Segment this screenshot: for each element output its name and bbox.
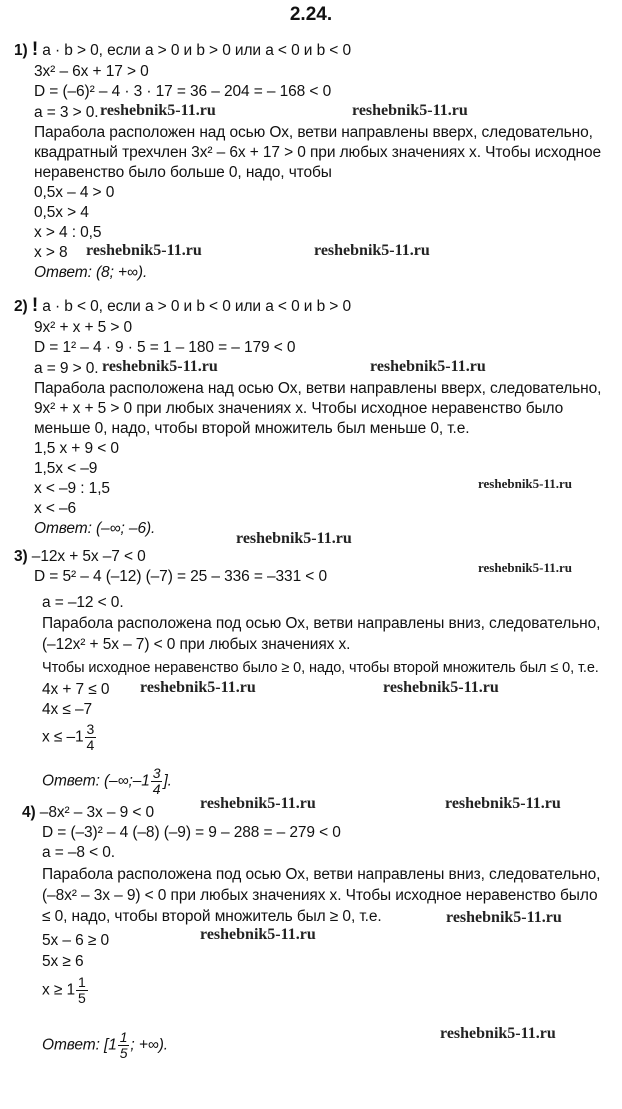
- watermark-14: reshebnik5-11.ru: [446, 909, 562, 926]
- s3-answer-suffix: ].: [163, 772, 172, 790]
- watermark-5: reshebnik5-11.ru: [102, 358, 218, 375]
- s1-line-4: Парабола расположен над осью Ox, ветви направлены вверх, следовательно,: [34, 124, 593, 141]
- s3-header: [14, 547, 146, 566]
- s1-line-9: x > 4 : 0,5: [34, 224, 102, 241]
- s2-cond-mark: !: [31, 295, 39, 316]
- s2-line-8: 1,5x < –9: [34, 460, 98, 477]
- s1-line-10: x > 8: [34, 244, 68, 261]
- s4-line-8: [42, 975, 89, 1006]
- watermark-10: reshebnik5-11.ru: [140, 679, 256, 696]
- s4-answer-numerator: 1: [119, 1029, 128, 1045]
- s4-line-6: 5x – 6 ≥ 0: [42, 932, 109, 949]
- s4-line-5: ≤ 0, надо, чтобы второй множитель был ≥ 0, т.е.: [42, 908, 382, 925]
- watermark-7: reshebnik5-11.ru: [478, 476, 573, 491]
- s2-line-1: 9x² + x + 5 > 0: [34, 319, 133, 336]
- watermark-2: reshebnik5-11.ru: [352, 102, 468, 119]
- s3-line-8-denominator: 4: [86, 737, 95, 753]
- watermark-11: reshebnik5-11.ru: [383, 679, 499, 696]
- watermark-13: reshebnik5-11.ru: [445, 795, 561, 812]
- s3-answer-prefix: Ответ: (–∞;–1: [42, 772, 150, 790]
- s1-line-3: a = 3 > 0.: [34, 104, 99, 121]
- s3-answer: [42, 766, 172, 797]
- s1-line-5: квадратный трехчлен 3x² – 6x + 17 > 0 при любых значениях x. Чтобы исходное: [34, 144, 602, 161]
- s4-line-2: a = –8 < 0.: [42, 844, 116, 861]
- s1-line-6: неравенство было больше 0, надо, чтобы: [34, 164, 332, 181]
- s4-line-7: 5x ≥ 6: [42, 953, 84, 970]
- watermark-1: reshebnik5-11.ru: [100, 102, 216, 119]
- s4-header: [22, 803, 154, 822]
- s2-line-5: 9x² + x + 5 > 0 при любых значениях x. Чтобы исходное неравенство было: [34, 400, 564, 417]
- s2-condition: a · b < 0, если a > 0 и b < 0 или a < 0 и b > 0: [38, 298, 351, 315]
- s2-line-9: x < –9 : 1,5: [34, 480, 110, 497]
- s3-line-1: D = 5² – 4 (–12) (–7) = 25 – 336 = –331 < 0: [34, 568, 327, 585]
- s3-answer-denominator: 4: [152, 781, 161, 797]
- s4-line-8-numerator: 1: [78, 974, 86, 990]
- s4-line-8-prefix: x ≥ 1: [42, 981, 75, 999]
- s3-line-5: Чтобы исходное неравенство было ≥ 0, надо, чтобы второй множитель был ≤ 0, т.е.: [42, 660, 599, 676]
- s2-line-7: 1,5 x + 9 < 0: [34, 440, 119, 457]
- watermark-16: reshebnik5-11.ru: [440, 1025, 556, 1042]
- s1-line-1: 3x² – 6x + 17 > 0: [34, 63, 149, 80]
- s3-expression: –12x + 5x –7 < 0: [27, 548, 146, 565]
- watermark-3: reshebnik5-11.ru: [86, 242, 202, 259]
- s3-line-8-numerator: 3: [86, 721, 95, 737]
- s2-number: 2): [14, 298, 28, 315]
- watermark-6: reshebnik5-11.ru: [370, 358, 486, 375]
- s3-line-8: [42, 722, 97, 753]
- s4-answer-denominator: 5: [119, 1045, 128, 1061]
- watermark-8: reshebnik5-11.ru: [236, 530, 352, 547]
- s1-number: 1): [14, 42, 28, 59]
- s2-line-3: a = 9 > 0.: [34, 360, 99, 377]
- s1-line-2: D = (–6)² – 4 · 3 · 17 = 36 – 204 = – 168 < 0: [34, 83, 332, 100]
- s3-answer-fraction: [151, 766, 163, 797]
- s1-line-7: 0,5x – 4 > 0: [34, 184, 115, 201]
- s4-line-8-fraction: [76, 975, 88, 1006]
- s3-line-8-prefix: x ≤ –1: [42, 728, 84, 746]
- s2-line-6: меньше 0, надо, чтобы второй множитель был меньше 0, т.е.: [34, 420, 470, 437]
- s4-number: 4): [22, 804, 36, 821]
- s2-header: [14, 296, 351, 316]
- s1-header: [14, 40, 351, 60]
- s4-answer-suffix: ; +∞).: [130, 1036, 168, 1054]
- s2-line-4: Парабола расположена над осью Ox, ветви направлены вверх, следовательно,: [34, 380, 602, 397]
- watermark-4: reshebnik5-11.ru: [314, 242, 430, 259]
- watermark-15: reshebnik5-11.ru: [200, 926, 316, 943]
- s3-line-7: 4x ≤ –7: [42, 701, 93, 718]
- s3-answer-numerator: 3: [152, 765, 161, 781]
- s4-expression: –8x² – 3x – 9 < 0: [35, 804, 154, 821]
- s3-line-2: a = –12 < 0.: [42, 594, 124, 611]
- watermark-12: reshebnik5-11.ru: [200, 795, 316, 812]
- s1-condition: a · b > 0, если a > 0 и b > 0 или a < 0 и b < 0: [38, 42, 351, 59]
- s3-number: 3): [14, 548, 28, 565]
- s2-line-10: x < –6: [34, 500, 77, 517]
- s1-cond-mark: !: [31, 39, 39, 60]
- s1-line-8: 0,5x > 4: [34, 204, 89, 221]
- s3-line-3: Парабола расположена под осью Ox, ветви направлены вниз, следовательно,: [42, 615, 601, 632]
- s4-answer-fraction: [118, 1030, 130, 1061]
- s3-line-8-fraction: [85, 722, 97, 753]
- watermark-9: reshebnik5-11.ru: [478, 560, 573, 575]
- s3-line-6: 4x + 7 ≤ 0: [42, 681, 110, 698]
- s4-line-3: Парабола расположена под осью Ox, ветви направлены вниз, следовательно,: [42, 866, 601, 883]
- s4-line-1: D = (–3)² – 4 (–8) (–9) = 9 – 288 = – 279 < 0: [42, 824, 341, 841]
- s4-answer: [42, 1030, 168, 1061]
- s2-answer: Ответ: (–∞; –6).: [34, 520, 156, 537]
- s1-answer: Ответ: (8; +∞).: [34, 264, 148, 281]
- s2-line-2: D = 1² – 4 · 9 · 5 = 1 – 180 = – 179 < 0: [34, 339, 296, 356]
- page-title: 2.24.: [289, 4, 333, 25]
- s4-line-8-denominator: 5: [78, 990, 86, 1006]
- s4-line-4: (–8x² – 3x – 9) < 0 при любых значениях x. Чтобы исходное неравенство было: [42, 887, 598, 904]
- s3-line-4: (–12x² + 5x – 7) < 0 при любых значениях x.: [42, 636, 351, 653]
- s4-answer-prefix: Ответ: [1: [42, 1036, 117, 1054]
